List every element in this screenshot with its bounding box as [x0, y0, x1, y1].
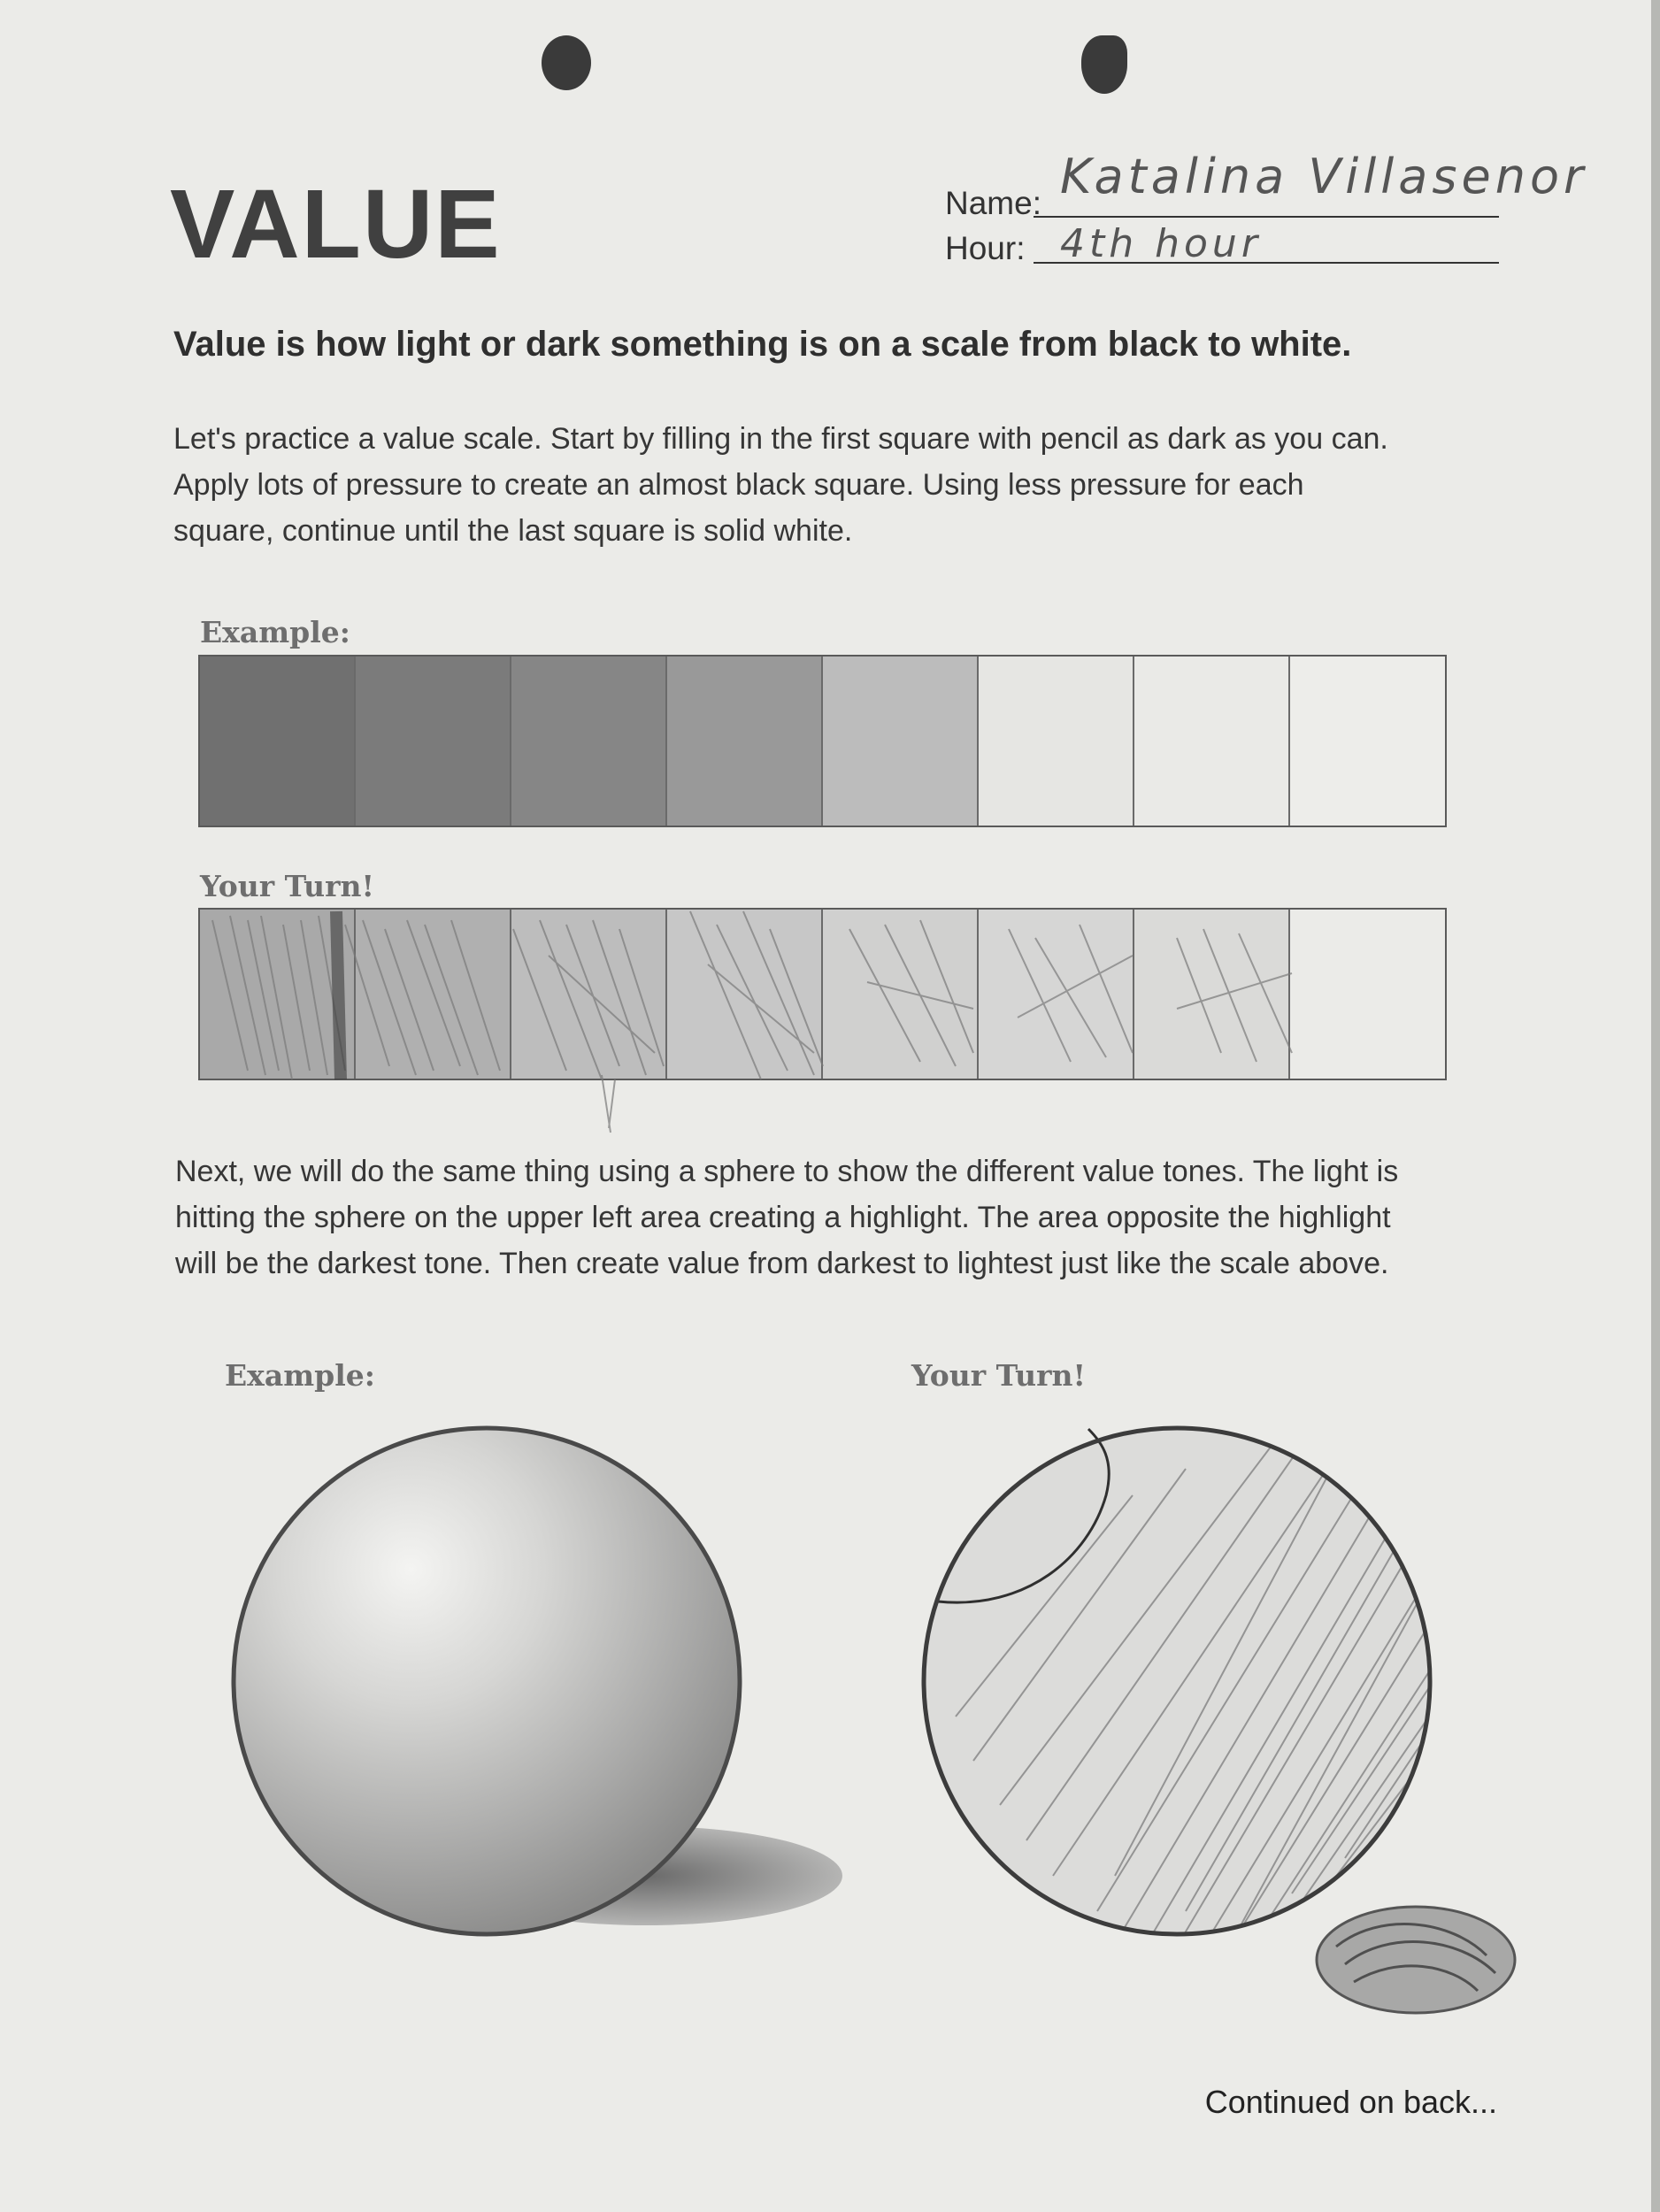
scale-square — [511, 657, 667, 826]
scale-square — [1134, 657, 1290, 826]
intro-line: Apply lots of pressure to create an almost black square. Using less pressure for each — [173, 468, 1304, 502]
sphere-example-label: Example: — [225, 1358, 375, 1393]
hour-label: Hour: — [945, 230, 1026, 266]
scale-square — [356, 657, 511, 826]
scale-square — [667, 657, 823, 826]
scale-square — [200, 657, 356, 826]
value-definition-heading: Value is how light or dark something is on a scale from black to white. — [173, 325, 1352, 364]
intro-paragraph — [173, 416, 1388, 554]
sphere-line: hitting the sphere on the upper left area creating a highlight. The area opposite the highlight — [175, 1201, 1391, 1234]
name-handwriting: Katalina Villasenor — [1060, 149, 1588, 204]
scale-your-turn-label: Your Turn! — [200, 869, 374, 903]
name-line — [1034, 216, 1499, 218]
student-cast-shadow — [1317, 1907, 1515, 2013]
paper-edge — [1651, 0, 1660, 2212]
intro-line: square, continue until the last square is solid white. — [173, 514, 853, 548]
scale-square — [979, 657, 1134, 826]
example-sphere-drawing — [212, 1398, 867, 1964]
scale-square — [823, 657, 979, 826]
sphere-line: Next, we will do the same thing using a sphere to show the different value tones. The light is — [175, 1155, 1399, 1188]
page-title: VALUE — [170, 170, 502, 279]
sphere — [234, 1428, 740, 1934]
intro-line: Let's practice a value scale. Start by filling in the first square with pencil as dark as you can. — [173, 422, 1388, 456]
name-label: Name: — [945, 185, 1041, 221]
continued-note: Continued on back... — [1204, 2084, 1497, 2120]
scale-example-label: Example: — [200, 615, 350, 649]
hour-handwriting: 4th hour — [1060, 221, 1262, 266]
sphere-your-turn-label: Your Turn! — [911, 1358, 1086, 1393]
student-sphere-drawing — [920, 1380, 1575, 2017]
example-value-scale — [198, 655, 1447, 827]
sphere-line: will be the darkest tone. Then create value from darkest to lightest just like the scale above. — [175, 1247, 1389, 1280]
punch-hole — [1081, 35, 1127, 94]
punch-hole — [542, 35, 591, 90]
student-scale-scribbles — [195, 876, 1451, 1141]
sphere-paragraph — [175, 1148, 1398, 1286]
scale-square — [1290, 657, 1445, 826]
sphere — [924, 1428, 1430, 1934]
